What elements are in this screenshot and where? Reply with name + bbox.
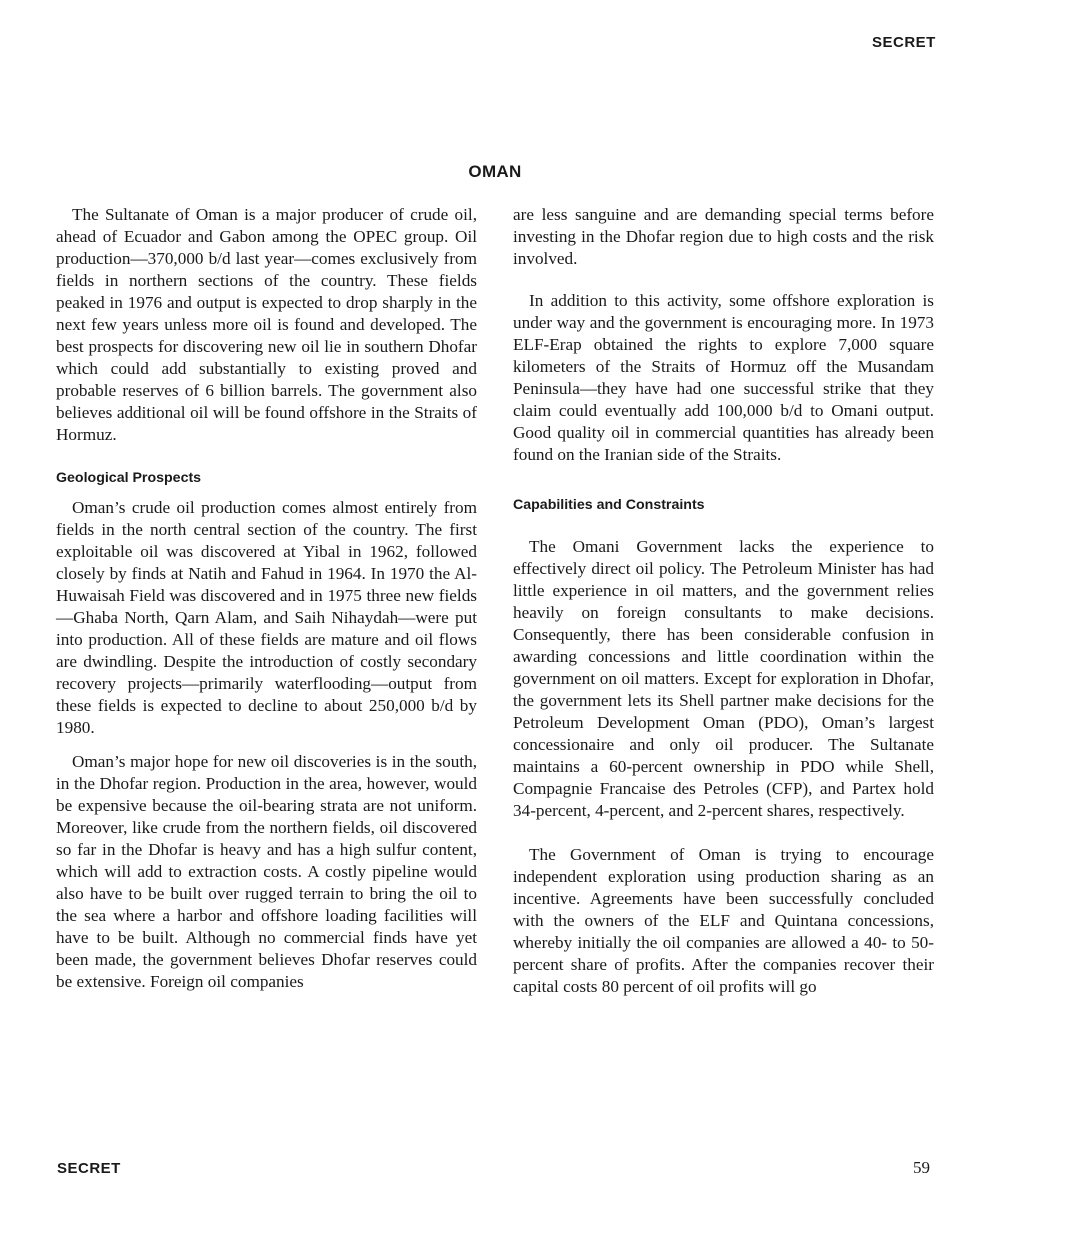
- page-title: OMAN: [468, 162, 522, 181]
- continued-paragraph: are less sanguine and are demanding special terms before investing in the Dhofar region due to high costs and the risk involved.: [513, 205, 934, 268]
- classification-footer: SECRET: [57, 1160, 121, 1177]
- offshore-paragraph: In addition to this activity, some offshore exploration is under way and the government is encouraging more. In 1973 ELF-Erap obtained the rights to explore 7,000 square kilometers of the Straits of Hormuz off the Musandam Peninsula—they have had one successful strike that they claim could eventually add 100,000 b/d to Omani output. Good quality oil in commercial quantities has already been found on the Iranian side of the Straits.: [513, 291, 934, 464]
- right-column: [513, 204, 934, 998]
- classification-header: SECRET: [872, 34, 936, 51]
- intro-paragraph: The Sultanate of Oman is a major producer of crude oil, ahead of Ecuador and Gabon among the OPEC group. Oil production—370,000 b/d last year—comes exclusively from fields in northern sections of the country. These fields peaked in 1976 and output is expected to drop sharply in the next few years unless more oil is found and developed. The best prospects for discovering new oil lie in southern Dhofar which could add substantially to existing proved and probable reserves of 6 billion barrels. The government also believes additional oil will be found offshore in the Straits of Hormuz.: [56, 205, 477, 444]
- page-number: 59: [913, 1158, 930, 1177]
- geological-paragraph-1: Oman’s crude oil production comes almost entirely from fields in the north central section of the country. The first exploitable oil was discovered at Yibal in 1962, followed closely by finds at Natih and Fahud in 1964. In 1970 the Al-Huwaisah Field was discovered and in 1975 three new fields—Ghaba North, Qarn Alam, and Saih Nihaydah—were put into production. All of these fields are mature and oil flows are dwindling. Despite the introduction of costly secondary recovery projects—primarily waterflooding—output from these fields is expected to decline to about 250,000 b/d by 1980.: [56, 498, 477, 737]
- capabilities-paragraph-1: The Omani Government lacks the experience to effectively direct oil policy. The Petroleum Minister has had little experience in oil matters, and the government relies heavily on foreign consultants to make decisions. Consequently, there has been considerable confusion in awarding concessions and little coordination within the government on oil matters. Except for exploration in Dhofar, the government lets its Shell partner make decisions for the Petroleum Development Oman (PDO), Oman’s largest concessionaire and only oil producer. The Sultanate maintains a 60-percent ownership in PDO while Shell, Compagnie Francaise des Petroles (CFP), and Partex hold 34-percent, 4-percent, and 2-percent shares, respectively.: [513, 537, 934, 820]
- left-column: [56, 204, 477, 993]
- section-heading-geological-prospects: Geological Prospects: [56, 470, 202, 486]
- geological-paragraph-2: Oman’s major hope for new oil discoveries is in the south, in the Dhofar region. Production in the area, however, would be expensive because the oil-bearing strata are not uniform. Moreover, like crude from the northern fields, oil discovered so far in the Dhofar is heavy and has a high sulfur content, which will add to extraction costs. A costly pipeline would also have to be built over rugged terrain to bring the oil to the sea where a harbor and offshore loading facilities will have to be built. Although no commercial finds have yet been made, the government believes Dhofar reserves could be extensive. Foreign oil companies: [56, 752, 477, 991]
- section-heading-capabilities-constraints: Capabilities and Constraints: [513, 497, 705, 513]
- capabilities-paragraph-2: The Government of Oman is trying to encourage independent exploration using production sharing as an incentive. Agreements have been successfully concluded with the owners of the ELF and Quintana concessions, whereby initially the oil companies are allowed a 40- to 50-percent share of profits. After the companies recover their capital costs 80 percent of oil profits will go: [513, 845, 934, 996]
